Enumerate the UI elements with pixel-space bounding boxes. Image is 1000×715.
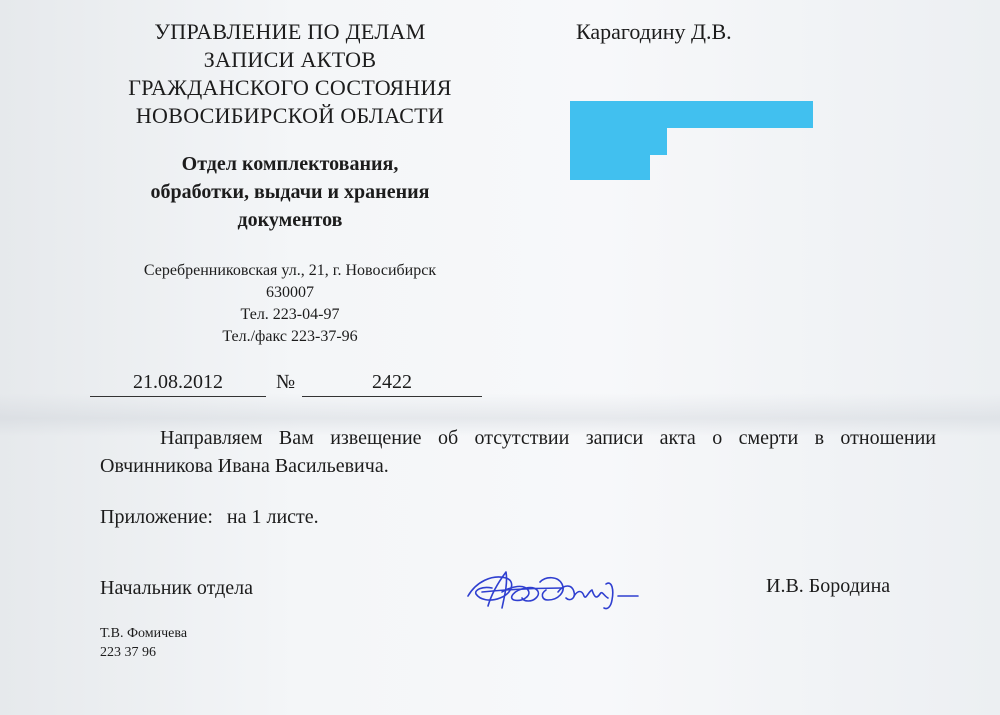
redaction-block [570, 101, 813, 128]
address-postcode: 630007 [266, 284, 314, 301]
letter-date: 21.08.2012 [90, 368, 266, 397]
addressee-name: Карагодину Д.В. [576, 19, 732, 44]
attachment-label: Приложение: [100, 506, 213, 528]
organization-title [80, 18, 500, 130]
redaction-block [570, 128, 667, 155]
address-fax: Тел./факс 223-37-96 [222, 328, 358, 345]
signatory-position: Начальник отдела [100, 577, 253, 599]
address-phone: Тел. 223-04-97 [240, 306, 340, 323]
letter-number: 2422 [302, 368, 482, 397]
org-title-line: УПРАВЛЕНИЕ ПО ДЕЛАМ [154, 19, 426, 44]
org-title-line: НОВОСИБИРСКОЙ ОБЛАСТИ [135, 103, 445, 128]
address-street: Серебренниковская ул., 21, г. Новосибирск [143, 262, 437, 279]
handwritten-signature [462, 562, 652, 620]
redaction-block [570, 155, 650, 180]
number-sign: № [276, 371, 296, 393]
department-title [90, 150, 490, 234]
executor-info [100, 624, 187, 662]
attachment-line [100, 503, 319, 531]
org-title-line: ЗАПИСИ АКТОВ [203, 47, 377, 72]
organization-address [90, 260, 490, 348]
signatory-name: И.В. Бородина [766, 575, 891, 597]
letter-body: Направляем Вам извещение об отсутствии записи акта о смерти в отношении Овчинникова Ивана Васильевича. [100, 427, 936, 477]
attachment-value: на 1 листе. [226, 506, 319, 528]
org-title-line: ГРАЖДАНСКОГО СОСТОЯНИЯ [128, 75, 452, 100]
executor-name: Т.В. Фомичева [100, 626, 188, 641]
dept-title-line: документов [237, 209, 343, 231]
dept-title-line: Отдел комплектования, [181, 153, 399, 175]
executor-phone: 223 37 96 [100, 645, 156, 660]
dept-title-line: обработки, выдачи и хранения [150, 181, 430, 203]
